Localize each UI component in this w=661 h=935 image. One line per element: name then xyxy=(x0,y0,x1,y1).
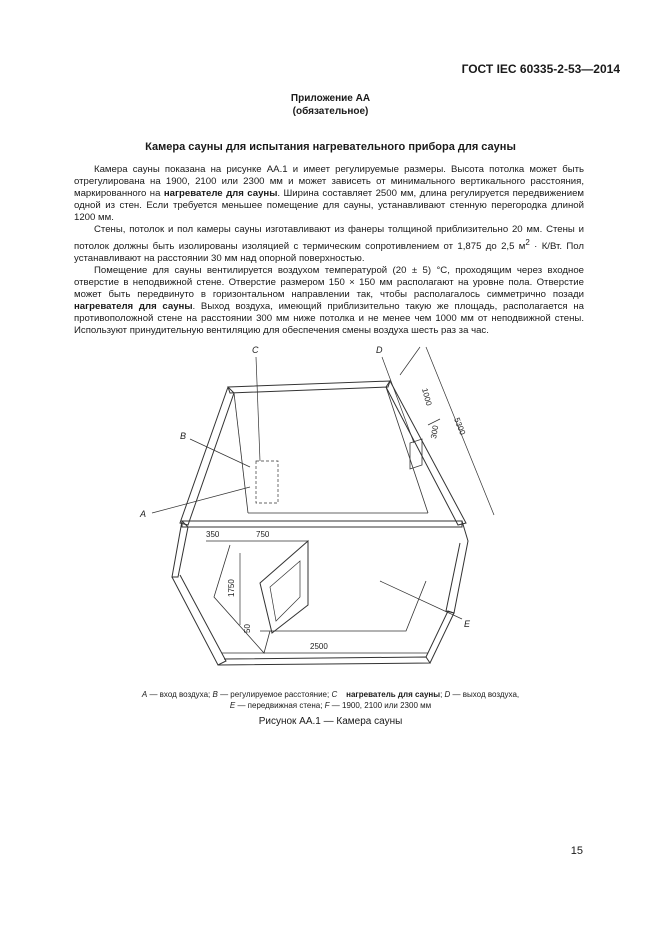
p2-superscript: 2 xyxy=(525,237,530,247)
leader-e xyxy=(380,581,462,619)
movable-wall xyxy=(214,545,270,653)
annex-title: Приложение АА xyxy=(290,93,371,104)
dim-300: 300 xyxy=(429,424,441,440)
legend-text-f: — 1900, 2100 или 2300 мм xyxy=(329,701,432,710)
p3-bold-term: нагревателя для сауны xyxy=(74,301,193,313)
leader-d xyxy=(382,357,414,443)
document-header: ГОСТ IEC 60335-2-53—2014 xyxy=(461,62,620,76)
label-a: A xyxy=(140,509,147,519)
legend-key-a: A xyxy=(141,690,148,699)
legend-text-e: — передвижная стена; xyxy=(235,701,325,710)
label-e: E xyxy=(464,619,471,629)
dim-1000-line xyxy=(400,347,420,375)
paragraph-2 xyxy=(74,224,584,264)
legend-text-c: нагреватель для сауны xyxy=(346,690,441,699)
label-d: D xyxy=(376,345,383,355)
figure-caption: Рисунок АА.1 — Камера сауны xyxy=(258,716,403,727)
page-number: 15 xyxy=(570,845,583,857)
leader-c xyxy=(256,357,260,461)
back-top-edge xyxy=(228,381,390,393)
p3-text-c: . Выход воздуха, имеющий приблизительно такую же площадь, располагается на противоположной стене на расстоянии 300 мм ниже потолка и не менее чем 1000 мм от неподвижной стены. Используют принудительную вентиляцию для обеспечения смены воздуха шесть раз за час. xyxy=(74,301,584,337)
body-text xyxy=(74,164,584,338)
floor-front-edge xyxy=(218,657,430,665)
legend-text-d: — выход воздуха, xyxy=(450,690,520,699)
legend-sep-c: ; xyxy=(440,690,445,699)
dim-1000: 1000 xyxy=(420,387,434,407)
right-front-post xyxy=(446,521,468,613)
dim-50: 50 xyxy=(243,624,252,633)
dim-300-line xyxy=(428,419,440,425)
legend-key-d: D xyxy=(444,690,451,699)
p2-text-b: · К/Вт. Пол устанавливают на расстоянии 30 мм над опорной поверхностью. xyxy=(74,240,585,264)
annex-subtitle: (обязательное) xyxy=(292,106,369,117)
sauna-drawing xyxy=(110,335,550,675)
p1-text-c: . Ширина составляет 2500 мм, длина регулируется передвижением одной из стен. Если требуется меньшее помещение для сауны, устанавливают стенную перегородка длиной 1200 мм. xyxy=(74,188,584,224)
dim-750: 750 xyxy=(256,530,270,539)
p3-text-a: Помещение для сауны вентилируется воздухом температурой (20 ± 5) °С, проходящим через входное отверстие в неподвижной стене. Отверстие размером 150 × 150 мм располагают на уровне пола. Отверстие может быть передвинуто в горизонтальном направлении так, чтобы располагалось симметрично позади xyxy=(74,264,584,301)
label-c: C xyxy=(252,345,259,355)
p1-text-a: Камера сауны показана на рисунке АА.1 и имеет регулируемые размеры. Высота потолка может быть отрегулирована на 1900, 2100 или 2300 мм и может зависеть от минимального вертикального расстояния, маркированного на xyxy=(74,164,584,200)
sauna-chamber-figure xyxy=(110,335,550,675)
heater-panel xyxy=(260,541,308,633)
legend-text-a: — вход воздуха; xyxy=(147,690,213,699)
paragraph-3 xyxy=(74,265,584,338)
figure-legend xyxy=(60,689,601,711)
left-front-post xyxy=(172,521,188,577)
p2-text-a: Стены, потолок и пол камеры сауны изготавливают из фанеры толщиной приблизительно 20 мм. Стены и потолок должны быть изолированы изоляцией с термическим сопротивлением от 1,875 до 2,5 м xyxy=(74,224,584,252)
legend-line-1 xyxy=(60,689,601,700)
section-title: Камера сауны для испытания нагревательного прибора для сауны xyxy=(145,141,516,153)
legend-key-c: C xyxy=(331,690,338,699)
p1-bold-term: нагревателе для сауны xyxy=(163,188,278,200)
dim-350: 350 xyxy=(206,530,220,539)
legend-key-f: F xyxy=(324,701,330,710)
left-lower-wall xyxy=(172,575,226,665)
annex-heading xyxy=(0,92,661,118)
label-b: B xyxy=(180,431,187,441)
back-wall-left xyxy=(234,393,248,513)
legend-key-b: B xyxy=(212,690,218,699)
heater-c-outline xyxy=(256,461,278,503)
legend-key-e: E xyxy=(229,701,236,710)
legend-text-b: — регулируемое расстояние; xyxy=(217,690,332,699)
front-top-beam xyxy=(182,521,462,527)
dim-1750: 1750 xyxy=(227,579,236,597)
floor-right-edge xyxy=(426,611,454,663)
dim-5300: 5300 xyxy=(452,416,468,437)
leader-a xyxy=(152,487,250,513)
legend-line-2 xyxy=(60,700,601,711)
paragraph-1 xyxy=(74,164,584,224)
dim-2500: 2500 xyxy=(310,642,328,651)
